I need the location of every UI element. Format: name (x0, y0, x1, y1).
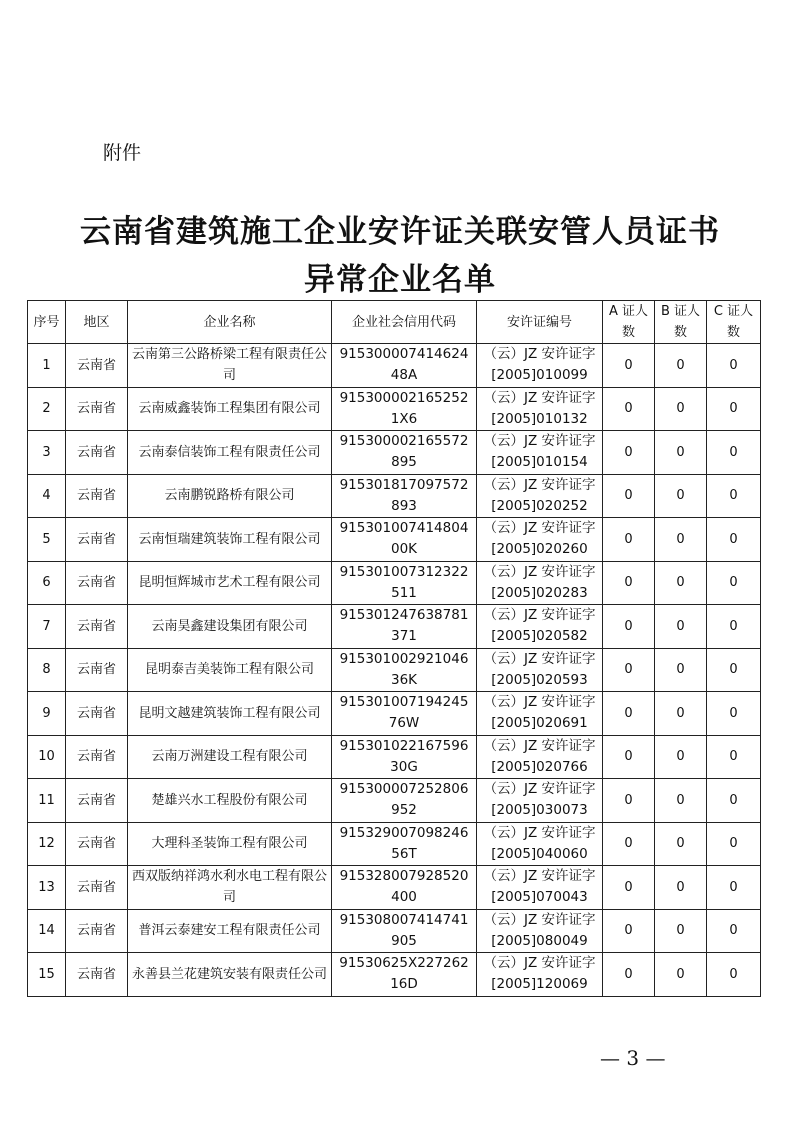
cell-a-count: 0 (603, 866, 655, 910)
table-row (28, 866, 761, 910)
cell-no: 1 (28, 344, 66, 388)
cell-credit-code: 915301007414804 00K (332, 518, 477, 562)
cell-region: 云南省 (66, 735, 128, 779)
cell-c-count: 0 (707, 822, 761, 866)
cell-credit-code: 915300002165252 1X6 (332, 387, 477, 431)
cell-no: 2 (28, 387, 66, 431)
cell-c-count: 0 (707, 692, 761, 736)
table-row (28, 605, 761, 649)
cell-b-count: 0 (655, 474, 707, 518)
cell-a-count: 0 (603, 735, 655, 779)
table-row (28, 474, 761, 518)
cell-name: 云南恒瑞建筑装饰工程有限公司 (128, 518, 332, 562)
cell-name: 云南鹏锐路桥有限公司 (128, 474, 332, 518)
cell-no: 6 (28, 561, 66, 605)
cell-b-count: 0 (655, 387, 707, 431)
cell-region: 云南省 (66, 692, 128, 736)
header-region: 地区 (66, 301, 128, 344)
cell-credit-code: 915301022167596 30G (332, 735, 477, 779)
table-row (28, 779, 761, 823)
header-permit: 安许证编号 (477, 301, 603, 344)
cell-region: 云南省 (66, 518, 128, 562)
document-title-line-2: 异常企业名单 (304, 262, 496, 298)
cell-no: 5 (28, 518, 66, 562)
table-row (28, 344, 761, 388)
cell-credit-code: 915308007414741 905 (332, 909, 477, 953)
cell-credit-code: 915301007312322 511 (332, 561, 477, 605)
cell-permit: （云）JZ 安许证字 [2005]020593 (477, 648, 603, 692)
header-credit-code: 企业社会信用代码 (332, 301, 477, 344)
cell-permit: （云）JZ 安许证字 [2005]040060 (477, 822, 603, 866)
table-row (28, 953, 761, 997)
header-c-count: C 证人数 (707, 301, 761, 344)
table-row (28, 692, 761, 736)
table-header-row (28, 301, 761, 344)
cell-a-count: 0 (603, 518, 655, 562)
cell-no: 4 (28, 474, 66, 518)
cell-credit-code: 915301002921046 36K (332, 648, 477, 692)
cell-a-count: 0 (603, 909, 655, 953)
cell-c-count: 0 (707, 387, 761, 431)
header-no: 序号 (28, 301, 66, 344)
cell-c-count: 0 (707, 953, 761, 997)
table-row (28, 518, 761, 562)
cell-no: 11 (28, 779, 66, 823)
cell-no: 12 (28, 822, 66, 866)
table-row (28, 648, 761, 692)
cell-b-count: 0 (655, 866, 707, 910)
header-b-count: B 证人数 (655, 301, 707, 344)
cell-name: 永善县兰花建筑安装有限责任公司 (128, 953, 332, 997)
header-name: 企业名称 (128, 301, 332, 344)
cell-credit-code: 91530625X227262 16D (332, 953, 477, 997)
cell-no: 14 (28, 909, 66, 953)
cell-name: 昆明文越建筑装饰工程有限公司 (128, 692, 332, 736)
cell-region: 云南省 (66, 953, 128, 997)
cell-permit: （云）JZ 安许证字 [2005]010154 (477, 431, 603, 475)
cell-a-count: 0 (603, 605, 655, 649)
cell-c-count: 0 (707, 866, 761, 910)
cell-no: 10 (28, 735, 66, 779)
cell-c-count: 0 (707, 431, 761, 475)
cell-region: 云南省 (66, 431, 128, 475)
cell-region: 云南省 (66, 344, 128, 388)
cell-b-count: 0 (655, 822, 707, 866)
cell-permit: （云）JZ 安许证字 [2005]020252 (477, 474, 603, 518)
cell-a-count: 0 (603, 648, 655, 692)
table-row (28, 431, 761, 475)
cell-region: 云南省 (66, 648, 128, 692)
cell-no: 9 (28, 692, 66, 736)
cell-no: 15 (28, 953, 66, 997)
table-row (28, 387, 761, 431)
cell-permit: （云）JZ 安许证字 [2005]010132 (477, 387, 603, 431)
cell-credit-code: 915300007252806 952 (332, 779, 477, 823)
cell-c-count: 0 (707, 474, 761, 518)
cell-b-count: 0 (655, 953, 707, 997)
cell-c-count: 0 (707, 779, 761, 823)
cell-a-count: 0 (603, 779, 655, 823)
cell-a-count: 0 (603, 344, 655, 388)
cell-a-count: 0 (603, 953, 655, 997)
cell-permit: （云）JZ 安许证字 [2005]010099 (477, 344, 603, 388)
cell-no: 7 (28, 605, 66, 649)
cell-credit-code: 915301247638781 371 (332, 605, 477, 649)
header-a-count: A 证人数 (603, 301, 655, 344)
cell-c-count: 0 (707, 605, 761, 649)
page-number: — 3 — (600, 1046, 666, 1070)
cell-credit-code: 915301007194245 76W (332, 692, 477, 736)
cell-name: 大理科圣装饰工程有限公司 (128, 822, 332, 866)
cell-credit-code: 915328007928520 400 (332, 866, 477, 910)
cell-name: 普洱云泰建安工程有限责任公司 (128, 909, 332, 953)
cell-no: 8 (28, 648, 66, 692)
cell-b-count: 0 (655, 648, 707, 692)
cell-c-count: 0 (707, 735, 761, 779)
cell-c-count: 0 (707, 518, 761, 562)
cell-credit-code: 915300002165572 895 (332, 431, 477, 475)
cell-no: 13 (28, 866, 66, 910)
enterprise-table (27, 300, 761, 997)
cell-permit: （云）JZ 安许证字 [2005]030073 (477, 779, 603, 823)
cell-c-count: 0 (707, 561, 761, 605)
cell-c-count: 0 (707, 909, 761, 953)
cell-b-count: 0 (655, 909, 707, 953)
cell-region: 云南省 (66, 387, 128, 431)
cell-b-count: 0 (655, 518, 707, 562)
cell-credit-code: 915329007098246 56T (332, 822, 477, 866)
table-row (28, 822, 761, 866)
cell-a-count: 0 (603, 474, 655, 518)
attachment-label: 附件 (103, 142, 142, 164)
cell-name: 云南万洲建设工程有限公司 (128, 735, 332, 779)
cell-b-count: 0 (655, 692, 707, 736)
cell-b-count: 0 (655, 431, 707, 475)
cell-b-count: 0 (655, 344, 707, 388)
cell-permit: （云）JZ 安许证字 [2005]020766 (477, 735, 603, 779)
cell-name: 云南威鑫装饰工程集团有限公司 (128, 387, 332, 431)
cell-region: 云南省 (66, 561, 128, 605)
cell-name: 昆明恒辉城市艺术工程有限公司 (128, 561, 332, 605)
cell-region: 云南省 (66, 779, 128, 823)
table-row (28, 735, 761, 779)
cell-b-count: 0 (655, 779, 707, 823)
cell-permit: （云）JZ 安许证字 [2005]020582 (477, 605, 603, 649)
cell-permit: （云）JZ 安许证字 [2005]120069 (477, 953, 603, 997)
cell-a-count: 0 (603, 822, 655, 866)
cell-a-count: 0 (603, 387, 655, 431)
cell-name: 云南昊鑫建设集团有限公司 (128, 605, 332, 649)
cell-region: 云南省 (66, 474, 128, 518)
cell-name: 昆明泰吉美装饰工程有限公司 (128, 648, 332, 692)
cell-permit: （云）JZ 安许证字 [2005]020260 (477, 518, 603, 562)
cell-name: 云南泰信装饰工程有限责任公司 (128, 431, 332, 475)
cell-permit: （云）JZ 安许证字 [2005]070043 (477, 866, 603, 910)
cell-credit-code: 915301817097572 893 (332, 474, 477, 518)
document-title-line-1: 云南省建筑施工企业安许证关联安管人员证书 (80, 214, 720, 250)
cell-a-count: 0 (603, 561, 655, 605)
cell-permit: （云）JZ 安许证字 [2005]020283 (477, 561, 603, 605)
cell-region: 云南省 (66, 822, 128, 866)
cell-b-count: 0 (655, 605, 707, 649)
cell-region: 云南省 (66, 605, 128, 649)
table-row (28, 909, 761, 953)
cell-c-count: 0 (707, 344, 761, 388)
cell-c-count: 0 (707, 648, 761, 692)
cell-no: 3 (28, 431, 66, 475)
cell-name: 楚雄兴水工程股份有限公司 (128, 779, 332, 823)
table-row (28, 561, 761, 605)
cell-b-count: 0 (655, 735, 707, 779)
cell-region: 云南省 (66, 909, 128, 953)
cell-b-count: 0 (655, 561, 707, 605)
cell-a-count: 0 (603, 431, 655, 475)
cell-credit-code: 915300007414624 48A (332, 344, 477, 388)
cell-name: 云南第三公路桥梁工程有限责任公司 (128, 344, 332, 388)
cell-permit: （云）JZ 安许证字 [2005]080049 (477, 909, 603, 953)
cell-permit: （云）JZ 安许证字 [2005]020691 (477, 692, 603, 736)
cell-region: 云南省 (66, 866, 128, 910)
cell-a-count: 0 (603, 692, 655, 736)
cell-name: 西双版纳祥鸿水利水电工程有限公司 (128, 866, 332, 910)
